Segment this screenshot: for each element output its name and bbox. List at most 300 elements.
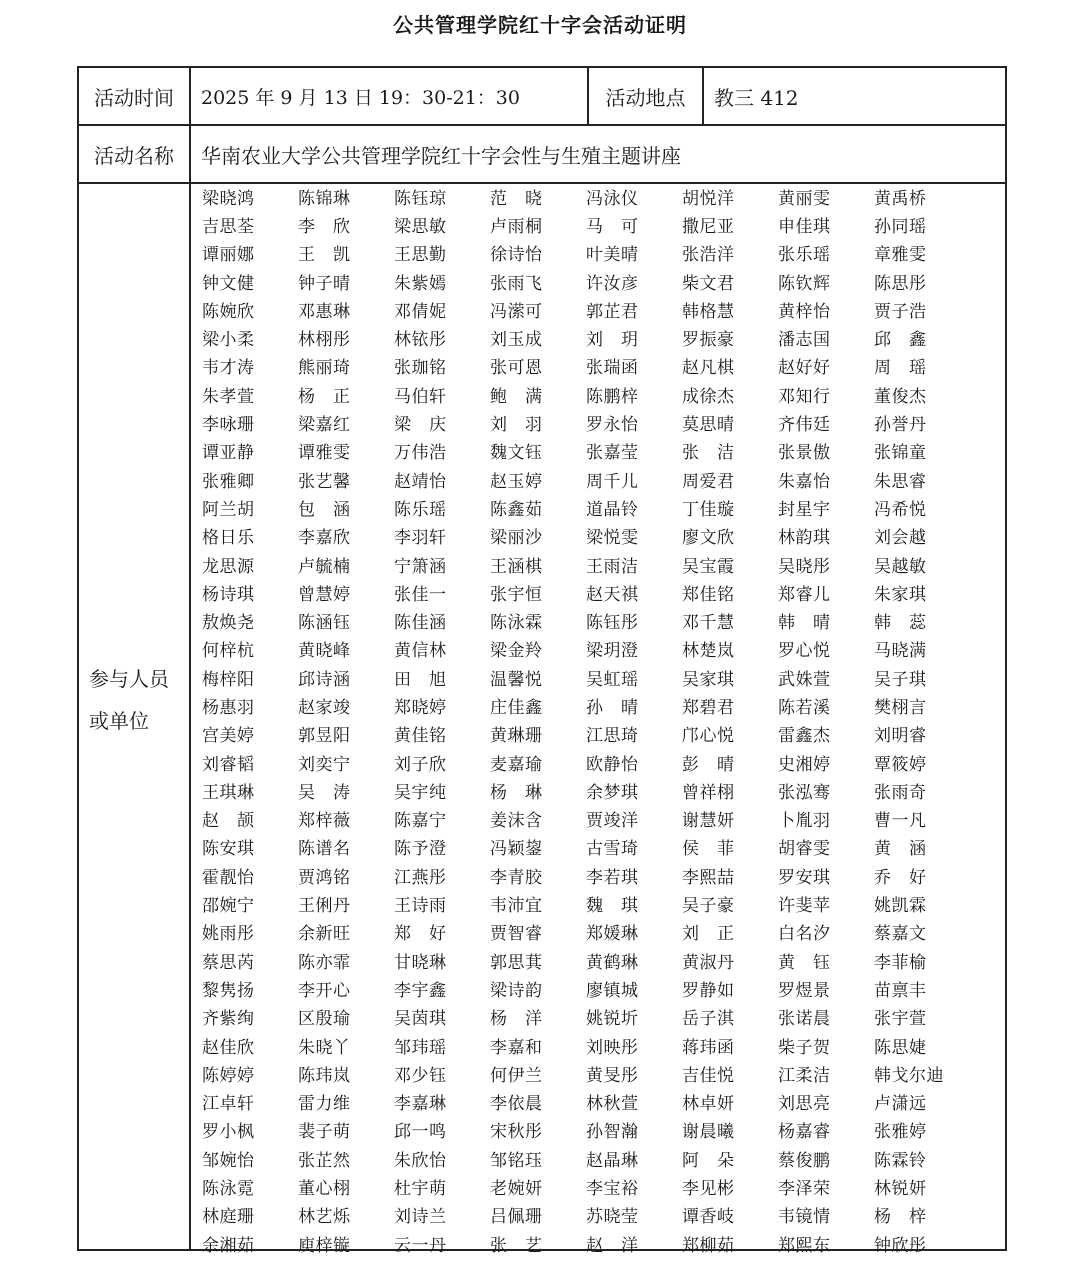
participant-name: 赵晶琳 xyxy=(586,1150,639,1171)
participant-name: 赵凡棋 xyxy=(682,358,735,379)
participant-name: 曾慧婷 xyxy=(298,584,351,605)
participant-name: 吴宇纯 xyxy=(394,782,447,803)
participant-name: 张宇恒 xyxy=(490,584,543,605)
participant-name: 钟文健 xyxy=(202,273,255,294)
participant-name: 冯颖鋆 xyxy=(490,839,543,860)
participant-name: 曹一凡 xyxy=(874,811,927,832)
participant-name: 郑媛琳 xyxy=(586,924,639,945)
participant-name: 杜宇萌 xyxy=(394,1179,447,1200)
participant-name: 廖文欣 xyxy=(682,528,735,549)
participant-name: 陈钰彤 xyxy=(586,613,639,634)
participant-name: 郑柳茹 xyxy=(682,1235,735,1256)
participant-name: 邵婉宁 xyxy=(202,896,255,917)
participant-name: 黄丽雯 xyxy=(778,188,831,209)
participant-name: 鲍 满 xyxy=(490,386,543,407)
participant-name: 郑睿儿 xyxy=(778,584,831,605)
participant-name: 宋秋彤 xyxy=(490,1122,543,1143)
participant-name: 梁诗韵 xyxy=(490,980,543,1001)
participant-name: 郑晓婷 xyxy=(394,697,447,718)
participant-name: 董心栩 xyxy=(298,1179,351,1200)
participant-name: 欧静怡 xyxy=(586,754,639,775)
participant-name: 陈思彤 xyxy=(874,273,927,294)
participant-name: 梁玥澄 xyxy=(586,641,639,662)
participant-name: 李嘉欣 xyxy=(298,528,351,549)
participant-name: 刘映彤 xyxy=(586,1037,639,1058)
participant-name: 刘明睿 xyxy=(874,726,927,747)
participant-name: 陈霖铃 xyxy=(874,1150,927,1171)
participant-name: 许汝彦 xyxy=(586,273,639,294)
participant-name: 阿 朵 xyxy=(682,1150,735,1171)
participants-list xyxy=(190,182,1005,1257)
participant-name: 陈锦琳 xyxy=(298,188,351,209)
participant-name: 柴文君 xyxy=(682,273,735,294)
participant-name: 黄信林 xyxy=(394,641,447,662)
participant-name: 申佳琪 xyxy=(778,216,831,237)
participant-name: 李青胶 xyxy=(490,867,543,888)
participant-name: 冯潆可 xyxy=(490,301,543,322)
participant-name: 林楚岚 xyxy=(682,641,735,662)
participant-name: 刘 羽 xyxy=(490,415,543,436)
participant-name: 邹玮瑶 xyxy=(394,1037,447,1058)
participant-name: 张泓骞 xyxy=(778,782,831,803)
participant-name: 黄 钰 xyxy=(778,952,831,973)
participant-name: 郭思萁 xyxy=(490,952,543,973)
participant-name: 温馨悦 xyxy=(490,669,543,690)
participant-name: 姜沫含 xyxy=(490,811,543,832)
participant-row xyxy=(190,974,1005,1002)
participant-name: 吕佩珊 xyxy=(490,1207,543,1228)
participant-name: 廖镇城 xyxy=(586,980,639,1001)
participant-name: 李开心 xyxy=(298,980,351,1001)
participant-name: 张宇萱 xyxy=(874,1009,927,1030)
participant-name: 邓倩妮 xyxy=(394,301,447,322)
participant-name: 黄禹桥 xyxy=(874,188,927,209)
participant-name: 韦镜情 xyxy=(778,1207,831,1228)
participant-name: 赵佳欣 xyxy=(202,1037,255,1058)
participant-name: 胡睿雯 xyxy=(778,839,831,860)
participant-name: 庾梓镟 xyxy=(298,1235,351,1256)
participant-name: 朱家琪 xyxy=(874,584,927,605)
participant-name: 黄 涵 xyxy=(874,839,927,860)
participant-row xyxy=(190,1031,1005,1059)
participant-name: 郭昱阳 xyxy=(298,726,351,747)
participant-name: 魏文钰 xyxy=(490,443,543,464)
name-value: 华南农业大学公共管理学院红十字会性与生殖主题讲座 xyxy=(201,143,681,168)
participant-row xyxy=(190,522,1005,550)
participant-name: 罗安琪 xyxy=(778,867,831,888)
participant-name: 罗永怡 xyxy=(586,415,639,436)
participants-label-line1: 参与人员 xyxy=(89,667,169,691)
participant-name: 马晓满 xyxy=(874,641,927,662)
participant-name: 韩格慧 xyxy=(682,301,735,322)
participant-name: 格日乐 xyxy=(202,528,255,549)
participant-row xyxy=(190,861,1005,889)
participant-name: 何梓杭 xyxy=(202,641,255,662)
participant-name: 周千儿 xyxy=(586,471,639,492)
activity-table xyxy=(77,66,1007,1256)
participant-name: 赵家竣 xyxy=(298,697,351,718)
participant-name: 邱 鑫 xyxy=(874,330,927,351)
participant-name: 郑梓薇 xyxy=(298,811,351,832)
participant-name: 黄琳珊 xyxy=(490,726,543,747)
participant-row xyxy=(190,493,1005,521)
participant-name: 吴越敏 xyxy=(874,556,927,577)
participant-name: 张可恩 xyxy=(490,358,543,379)
participant-name: 雷力维 xyxy=(298,1094,351,1115)
participant-name: 张雨飞 xyxy=(490,273,543,294)
participant-name: 甘晓琳 xyxy=(394,952,447,973)
participant-name: 范 晓 xyxy=(490,188,543,209)
participant-name: 阿兰胡 xyxy=(202,499,255,520)
participant-row xyxy=(190,748,1005,776)
participant-name: 郭芷君 xyxy=(586,301,639,322)
participant-name: 古雪琦 xyxy=(586,839,639,860)
participant-name: 许斐苹 xyxy=(778,896,831,917)
participant-name: 卢潇远 xyxy=(874,1094,927,1115)
participant-name: 李嘉和 xyxy=(490,1037,543,1058)
participant-name: 冯泳仪 xyxy=(586,188,639,209)
participant-name: 余新旺 xyxy=(298,924,351,945)
participant-name: 刘奕宁 xyxy=(298,754,351,775)
participant-name: 姚锐圻 xyxy=(586,1009,639,1030)
participant-name: 黄旻彤 xyxy=(586,1065,639,1086)
participant-name: 柴子贺 xyxy=(778,1037,831,1058)
participant-name: 朱晓丫 xyxy=(298,1037,351,1058)
participant-name: 邹婉怡 xyxy=(202,1150,255,1171)
participant-name: 陈嘉宁 xyxy=(394,811,447,832)
participant-name: 陈钰琼 xyxy=(394,188,447,209)
participant-row xyxy=(190,1172,1005,1200)
participant-name: 刘会越 xyxy=(874,528,927,549)
participant-name: 魏 琪 xyxy=(586,896,639,917)
participant-name: 朱嘉怡 xyxy=(778,471,831,492)
name-label: 活动名称 xyxy=(94,143,174,168)
participant-row xyxy=(190,550,1005,578)
participant-name: 谭香岐 xyxy=(682,1207,735,1228)
participant-name: 苏晓莹 xyxy=(586,1207,639,1228)
participant-name: 林庭珊 xyxy=(202,1207,255,1228)
participant-row xyxy=(190,380,1005,408)
participant-row xyxy=(190,465,1005,493)
participant-name: 成徐杰 xyxy=(682,386,735,407)
participant-name: 赵玉婷 xyxy=(490,471,543,492)
participant-name: 杨 琳 xyxy=(490,782,543,803)
participant-name: 张雨奇 xyxy=(874,782,927,803)
participant-name: 韦沛宜 xyxy=(490,896,543,917)
participant-name: 吴子豪 xyxy=(682,896,735,917)
participant-name: 郑碧君 xyxy=(682,697,735,718)
participant-name: 林栩彤 xyxy=(298,330,351,351)
participant-name: 贾子浩 xyxy=(874,301,927,322)
participant-name: 周 瑶 xyxy=(874,358,927,379)
participant-name: 李熙喆 xyxy=(682,867,735,888)
participant-name: 贾智睿 xyxy=(490,924,543,945)
participant-name: 梁丽沙 xyxy=(490,528,543,549)
participant-name: 罗煜景 xyxy=(778,980,831,1001)
participant-name: 李咏珊 xyxy=(202,415,255,436)
participant-name: 林秋萱 xyxy=(586,1094,639,1115)
participant-name: 邱一鸣 xyxy=(394,1122,447,1143)
participant-name: 章雅雯 xyxy=(874,245,927,266)
participant-name: 梁思敏 xyxy=(394,216,447,237)
participant-name: 李若琪 xyxy=(586,867,639,888)
participant-name: 卢雨桐 xyxy=(490,216,543,237)
participant-name: 李 欣 xyxy=(298,216,351,237)
participant-name: 朱紫嫣 xyxy=(394,273,447,294)
participant-row xyxy=(190,918,1005,946)
participant-name: 潘志国 xyxy=(778,330,831,351)
participant-row xyxy=(190,239,1005,267)
participant-name: 余湘茹 xyxy=(202,1235,255,1256)
participant-name: 杨 梓 xyxy=(874,1207,927,1228)
participant-name: 李依晨 xyxy=(490,1094,543,1115)
participant-name: 李菲榆 xyxy=(874,952,927,973)
participant-name: 何伊兰 xyxy=(490,1065,543,1086)
participant-name: 王涵棋 xyxy=(490,556,543,577)
participant-name: 江思琦 xyxy=(586,726,639,747)
participant-name: 江燕彤 xyxy=(394,867,447,888)
participant-name: 姚雨彤 xyxy=(202,924,255,945)
participant-name: 冯希悦 xyxy=(874,499,927,520)
participant-name: 吴家琪 xyxy=(682,669,735,690)
participant-name: 刘 玥 xyxy=(586,330,639,351)
participant-name: 谢慧妍 xyxy=(682,811,735,832)
participant-name: 王琪琳 xyxy=(202,782,255,803)
participant-name: 万伟浩 xyxy=(394,443,447,464)
participant-name: 谢晨曦 xyxy=(682,1122,735,1143)
place-value: 教三 412 xyxy=(714,85,799,110)
participant-name: 蔡俊鹏 xyxy=(778,1150,831,1171)
participant-name: 吴宝霞 xyxy=(682,556,735,577)
column-divider xyxy=(702,68,704,124)
participant-row xyxy=(190,1059,1005,1087)
participant-name: 陈泳霖 xyxy=(490,613,543,634)
participant-row xyxy=(190,635,1005,663)
participant-row xyxy=(190,720,1005,748)
participant-name: 区殷瑜 xyxy=(298,1009,351,1030)
participant-name: 姚凯霖 xyxy=(874,896,927,917)
participant-name: 黄梓怡 xyxy=(778,301,831,322)
participant-name: 张浩洋 xyxy=(682,245,735,266)
participant-row xyxy=(190,1116,1005,1144)
participant-name: 卢毓楠 xyxy=(298,556,351,577)
participant-row xyxy=(190,267,1005,295)
participant-name: 孙誉丹 xyxy=(874,415,927,436)
participant-name: 孙同瑶 xyxy=(874,216,927,237)
participant-name: 蔡思芮 xyxy=(202,952,255,973)
participant-name: 张雅婷 xyxy=(874,1122,927,1143)
participant-name: 张乐瑶 xyxy=(778,245,831,266)
participant-name: 张佳一 xyxy=(394,584,447,605)
participant-row xyxy=(190,889,1005,917)
place-label: 活动地点 xyxy=(605,85,686,110)
participant-name: 梅梓阳 xyxy=(202,669,255,690)
participant-name: 赵好好 xyxy=(778,358,831,379)
participant-name: 陈婉欣 xyxy=(202,301,255,322)
participant-name: 张嘉莹 xyxy=(586,443,639,464)
participant-name: 吴子琪 xyxy=(874,669,927,690)
participant-name: 张诺晨 xyxy=(778,1009,831,1030)
participant-name: 宁箫涵 xyxy=(394,556,447,577)
participant-name: 邓千慧 xyxy=(682,613,735,634)
participant-name: 谭亚静 xyxy=(202,443,255,464)
participant-name: 黄淑丹 xyxy=(682,952,735,973)
participant-name: 邓知行 xyxy=(778,386,831,407)
participant-name: 余梦琪 xyxy=(586,782,639,803)
participant-row xyxy=(190,776,1005,804)
participant-row xyxy=(190,437,1005,465)
participant-name: 封星宇 xyxy=(778,499,831,520)
participant-name: 史湘婷 xyxy=(778,754,831,775)
participant-name: 白名汐 xyxy=(778,924,831,945)
participant-name: 黄晓峰 xyxy=(298,641,351,662)
participant-name: 蔡嘉文 xyxy=(874,924,927,945)
participant-name: 老婉妍 xyxy=(490,1179,543,1200)
participant-name: 赵 颉 xyxy=(202,811,255,832)
participant-row xyxy=(190,1201,1005,1229)
participant-name: 苗禀丰 xyxy=(874,980,927,1001)
participant-name: 吉佳悦 xyxy=(682,1065,735,1086)
participant-name: 龙思源 xyxy=(202,556,255,577)
participant-name: 林卓妍 xyxy=(682,1094,735,1115)
participant-row xyxy=(190,295,1005,323)
participant-name: 黄鹤琳 xyxy=(586,952,639,973)
participant-name: 侯 菲 xyxy=(682,839,735,860)
participant-name: 张艺馨 xyxy=(298,471,351,492)
participant-name: 陈泳霓 xyxy=(202,1179,255,1200)
participant-name: 邓惠琳 xyxy=(298,301,351,322)
document-title: 公共管理学院红十字会活动证明 xyxy=(393,13,687,37)
participant-name: 张珈铭 xyxy=(394,358,447,379)
participant-name: 罗静如 xyxy=(682,980,735,1001)
participant-row xyxy=(190,691,1005,719)
participant-name: 李羽轩 xyxy=(394,528,447,549)
participant-row xyxy=(190,1144,1005,1172)
participant-name: 张景傲 xyxy=(778,443,831,464)
participant-name: 覃筱婷 xyxy=(874,754,927,775)
participant-name: 陈钦辉 xyxy=(778,273,831,294)
participant-name: 曾祥栩 xyxy=(682,782,735,803)
participant-name: 韩戈尔迪 xyxy=(874,1065,944,1086)
participant-name: 赵天祺 xyxy=(586,584,639,605)
participant-name: 彭 晴 xyxy=(682,754,735,775)
participant-name: 王俐丹 xyxy=(298,896,351,917)
participant-name: 张瑞函 xyxy=(586,358,639,379)
participant-name: 邹铭珏 xyxy=(490,1150,543,1171)
participant-name: 陈乐瑶 xyxy=(394,499,447,520)
participant-name: 陈玮岚 xyxy=(298,1065,351,1086)
participant-row xyxy=(190,663,1005,691)
participant-name: 吉思荃 xyxy=(202,216,255,237)
participant-name: 杨诗琪 xyxy=(202,584,255,605)
participant-name: 陈鹏梓 xyxy=(586,386,639,407)
participant-name: 韩 晴 xyxy=(778,613,831,634)
participant-name: 李宇鑫 xyxy=(394,980,447,1001)
participant-name: 陈安琪 xyxy=(202,839,255,860)
participant-name: 周爱君 xyxy=(682,471,735,492)
participants-label-line2: 或单位 xyxy=(89,709,149,733)
participant-name: 莫思晴 xyxy=(682,415,735,436)
participant-name: 林锐妍 xyxy=(874,1179,927,1200)
participant-name: 邓少钰 xyxy=(394,1065,447,1086)
participant-name: 张芷然 xyxy=(298,1150,351,1171)
participant-row xyxy=(190,352,1005,380)
participant-name: 王诗雨 xyxy=(394,896,447,917)
participant-name: 胡悦洋 xyxy=(682,188,735,209)
participants-label xyxy=(79,658,190,742)
participant-name: 张锦童 xyxy=(874,443,927,464)
participant-name: 陈思婕 xyxy=(874,1037,927,1058)
participant-name: 罗振豪 xyxy=(682,330,735,351)
participant-name: 郑熙东 xyxy=(778,1235,831,1256)
participant-name: 刘诗兰 xyxy=(394,1207,447,1228)
participant-name: 陈若溪 xyxy=(778,697,831,718)
participant-name: 邝心悦 xyxy=(682,726,735,747)
participant-name: 陈亦霏 xyxy=(298,952,351,973)
participant-name: 刘 正 xyxy=(682,924,735,945)
participant-name: 张 艺 xyxy=(490,1235,543,1256)
participant-name: 陈佳涵 xyxy=(394,613,447,634)
participant-name: 董俊杰 xyxy=(874,386,927,407)
participant-row xyxy=(190,408,1005,436)
participant-name: 庄佳鑫 xyxy=(490,697,543,718)
participant-row xyxy=(190,833,1005,861)
participant-name: 熊丽琦 xyxy=(298,358,351,379)
time-value: 2025 年 9 月 13 日 19：30-21：30 xyxy=(201,86,520,109)
participant-name: 丁佳璇 xyxy=(682,499,735,520)
participant-name: 陈谱名 xyxy=(298,839,351,860)
participant-name: 江卓轩 xyxy=(202,1094,255,1115)
participant-name: 韩 蕊 xyxy=(874,613,927,634)
participant-name: 梁悦雯 xyxy=(586,528,639,549)
participant-row xyxy=(190,210,1005,238)
participant-name: 钟子晴 xyxy=(298,273,351,294)
participant-name: 钟欣彤 xyxy=(874,1235,927,1256)
participant-name: 徐诗怡 xyxy=(490,245,543,266)
participant-row xyxy=(190,805,1005,833)
participant-name: 马伯轩 xyxy=(394,386,447,407)
participant-row xyxy=(190,606,1005,634)
participant-name: 孙 晴 xyxy=(586,697,639,718)
participant-name: 陈鑫茹 xyxy=(490,499,543,520)
participant-name: 霍靓怡 xyxy=(202,867,255,888)
participant-name: 刘子欣 xyxy=(394,754,447,775)
participant-name: 贾鸿铭 xyxy=(298,867,351,888)
participant-name: 杨 正 xyxy=(298,386,351,407)
participant-name: 赵靖怡 xyxy=(394,471,447,492)
participant-name: 王思勤 xyxy=(394,245,447,266)
participant-name: 吴晓彤 xyxy=(778,556,831,577)
participant-name: 孙智瀚 xyxy=(586,1122,639,1143)
participant-name: 谭丽娜 xyxy=(202,245,255,266)
participant-name: 谭雅雯 xyxy=(298,443,351,464)
participant-name: 朱孝萱 xyxy=(202,386,255,407)
participant-name: 王雨洁 xyxy=(586,556,639,577)
participant-name: 梁小柔 xyxy=(202,330,255,351)
participant-name: 樊栩言 xyxy=(874,697,927,718)
participant-row xyxy=(190,182,1005,210)
participant-name: 陈涵钰 xyxy=(298,613,351,634)
participant-name: 梁 庆 xyxy=(394,415,447,436)
participant-name: 敖焕尧 xyxy=(202,613,255,634)
participant-name: 宫美婷 xyxy=(202,726,255,747)
participant-name: 齐伟廷 xyxy=(778,415,831,436)
participant-name: 岳子淇 xyxy=(682,1009,735,1030)
participant-name: 武姝萱 xyxy=(778,669,831,690)
participant-name: 田 旭 xyxy=(394,669,447,690)
participant-name: 吴虹瑶 xyxy=(586,669,639,690)
participant-name: 杨嘉睿 xyxy=(778,1122,831,1143)
